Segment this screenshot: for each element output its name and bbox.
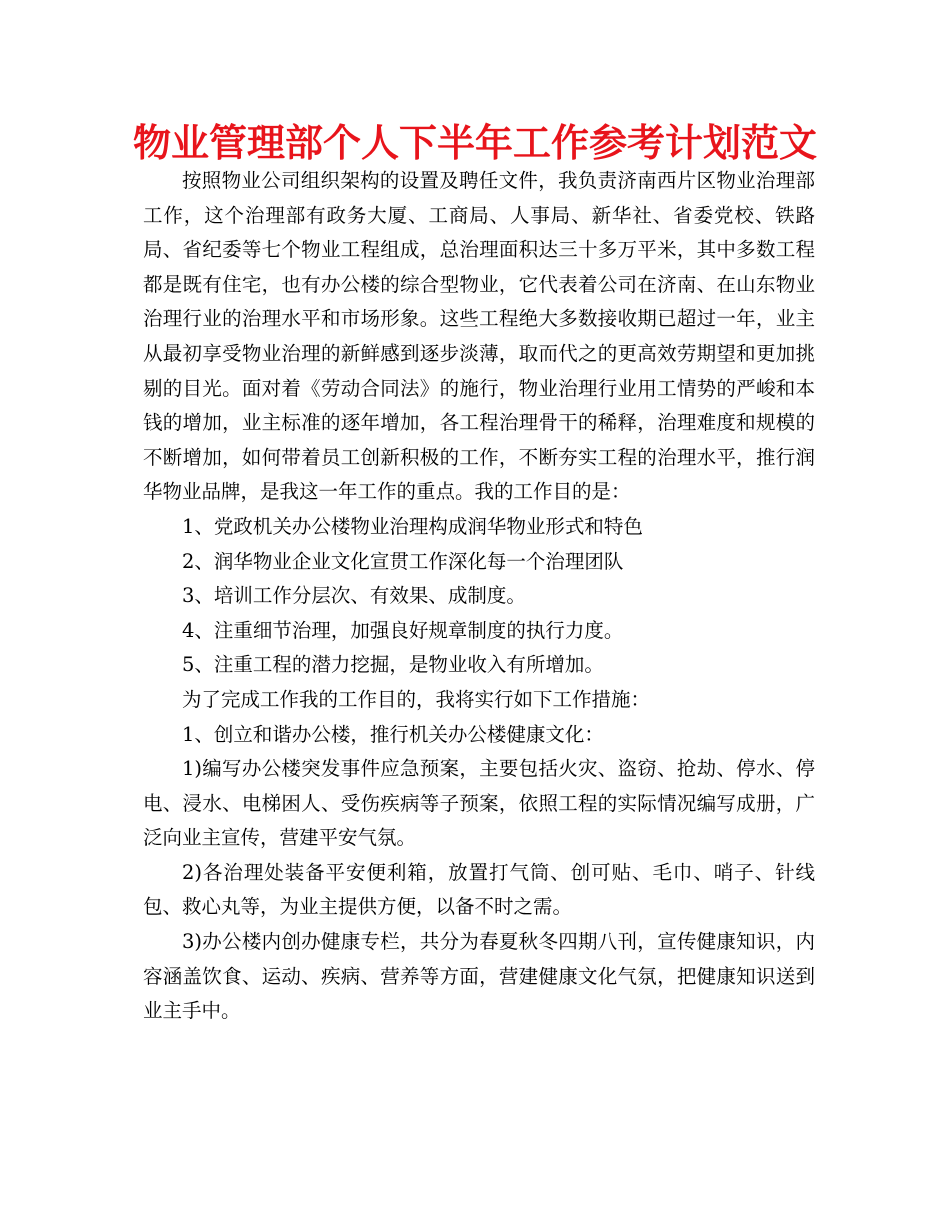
measure-heading-1: 1、创立和谐办公楼，推行机关办公楼健康文化： <box>182 722 604 746</box>
document-title: 物业管理部个人下半年工作参考计划范文 <box>132 121 817 165</box>
goal-item-5: 5、注重工程的潜力挖掘，是物业收入有所增加。 <box>182 653 604 677</box>
measure-item-3: 3)办公楼内创办健康专栏，共分为春夏秋冬四期八刊，宣传健康知识，内容涵盖饮食、运动、疾病、营养等方面，营建健康文化气氛，把健康知识送到业主手中。 <box>143 930 815 1023</box>
measure-item-1: 1)编写办公楼突发事件应急预案，主要包括火灾、盗窃、抢劫、停水、停电、浸水、电梯困人、受伤疾病等子预案，依照工程的实际情况编写成册，广泛向业主宣传，营建平安气氛。 <box>143 757 815 850</box>
goal-item-3: 3、培训工作分层次、有效果、成制度。 <box>182 584 526 608</box>
document-body <box>143 164 815 1029</box>
measure-item-2: 2)各治理处装备平安便利箱，放置打气筒、创可贴、毛巾、哨子、针线包、救心丸等，为业主提供方便，以备不时之需。 <box>143 860 815 919</box>
goal-item-1: 1、党政机关办公楼物业治理构成润华物业形式和特色 <box>182 514 643 538</box>
paragraph-measures-intro: 为了完成工作我的工作目的，我将实行如下工作措施： <box>182 687 651 711</box>
goal-item-2: 2、润华物业企业文化宣贯工作深化每一个治理团队 <box>182 549 624 573</box>
paragraph-intro: 按照物业公司组织架构的设置及聘任文件，我负责济南西片区物业治理部工作，这个治理部有政务大厦、工商局、人事局、新华社、省委党校、铁路局、省纪委等七个物业工程组成，总治理面积达三十多万平米，其中多数工程都是既有住宅，也有办公楼的综合型物业，它代表着公司在济南、在山东物业治理行业的治理水平和市场形象。这些工程绝大多数接收期已超过一年，业主从最初享受物业治理的新鲜感到逐步淡薄，取而代之的更高效劳期望和更加挑剔的目光。面对着《劳动合同法》的施行，物业治理行业用工情势的严峻和本钱的增加，业主标准的逐年增加，各工程治理骨干的稀释，治理难度和规模的不断增加，如何带着员工创新积极的工作，不断夯实工程的治理水平，推行润华物业品牌，是我这一年工作的重点。我的工作目的是： <box>143 169 815 504</box>
goal-item-4: 4、注重细节治理，加强良好规章制度的执行力度。 <box>182 618 624 642</box>
